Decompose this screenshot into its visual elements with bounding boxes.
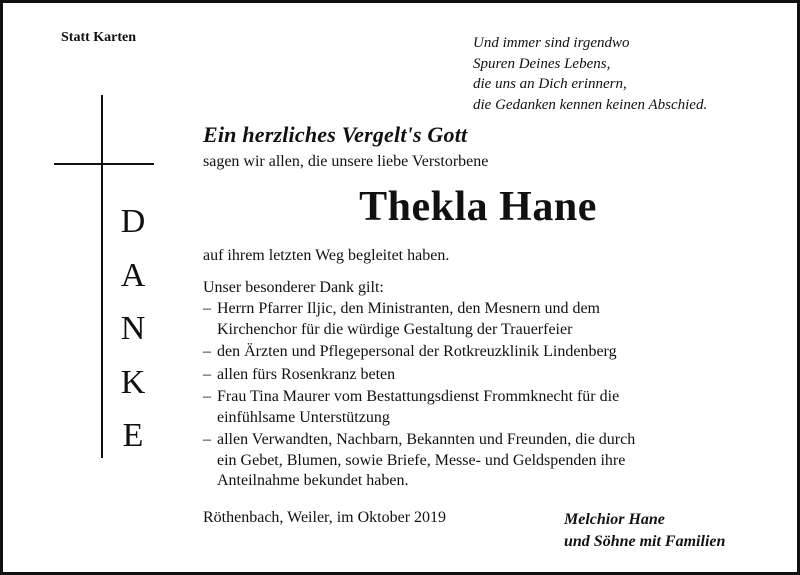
poem-line: die uns an Dich erinnern, xyxy=(473,76,627,92)
list-item-line: Herrn Pfarrer Iljic, den Ministranten, den Mesnern und dem xyxy=(217,300,600,317)
cross-icon-bar xyxy=(54,163,154,165)
list-item xyxy=(200,387,755,428)
list-item xyxy=(200,430,755,492)
danke-letter: D xyxy=(120,203,146,240)
dash-icon: – xyxy=(203,343,211,360)
poem-line: Spuren Deines Lebens, xyxy=(473,55,611,72)
statt-karten-label: Statt Karten xyxy=(61,30,137,45)
list-item xyxy=(200,365,755,386)
list-item-line: einfühlsame Unterstützung xyxy=(217,408,390,426)
danke-vertical xyxy=(111,195,155,463)
poem-line: die Gedanken kennen keinen Abschied. xyxy=(473,96,708,113)
dank-intro: Unser besonderer Dank gilt: xyxy=(203,279,384,296)
dash-icon: – xyxy=(203,365,211,383)
intro-text: sagen wir allen, die unsere liebe Verstorbene xyxy=(203,153,489,170)
vergelts-gott-heading: Ein herzliches Vergelt's Gott xyxy=(203,122,468,147)
poem-line: Und immer sind irgendwo xyxy=(473,35,630,51)
weg-text: auf ihrem letzten Weg begleitet haben. xyxy=(203,247,450,264)
list-item-line: Kirchenchor für die würdige Gestaltung der Trauerfeier xyxy=(217,320,573,338)
list-item-line: Frau Tina Maurer vom Bestattungsdienst Frommknecht für die xyxy=(217,388,620,405)
signature xyxy=(564,509,725,553)
deceased-name: Thekla Hane xyxy=(359,184,597,230)
danke-letter: E xyxy=(122,417,144,454)
list-item-line: den Ärzten und Pflegepersonal der Rotkreuzklinik Lindenberg xyxy=(217,343,617,360)
list-item-line: allen fürs Rosenkranz beten xyxy=(217,365,396,383)
signature-line: und Söhne mit Familien xyxy=(564,533,726,550)
list-item-line: allen Verwandten, Nachbarn, Bekannten und Freunden, die durch xyxy=(217,431,636,448)
list-item-line: ein Gebet, Blumen, sowie Briefe, Messe- und Geldspenden ihre xyxy=(217,451,626,469)
poem xyxy=(473,33,707,115)
danke-letter: K xyxy=(120,363,146,401)
cross-icon xyxy=(101,95,103,458)
danke-letter: A xyxy=(120,256,146,294)
dash-icon: – xyxy=(203,300,211,317)
dash-icon: – xyxy=(203,388,211,405)
dash-icon: – xyxy=(203,431,211,448)
list-item xyxy=(200,342,755,363)
place-date: Röthenbach, Weiler, im Oktober 2019 xyxy=(203,509,447,526)
danke-letter: N xyxy=(120,310,146,347)
list-item xyxy=(200,299,755,340)
list-item-line: Anteilnahme bekundet haben. xyxy=(217,472,409,489)
signature-line: Melchior Hane xyxy=(564,511,665,528)
thanks-list xyxy=(200,299,755,494)
